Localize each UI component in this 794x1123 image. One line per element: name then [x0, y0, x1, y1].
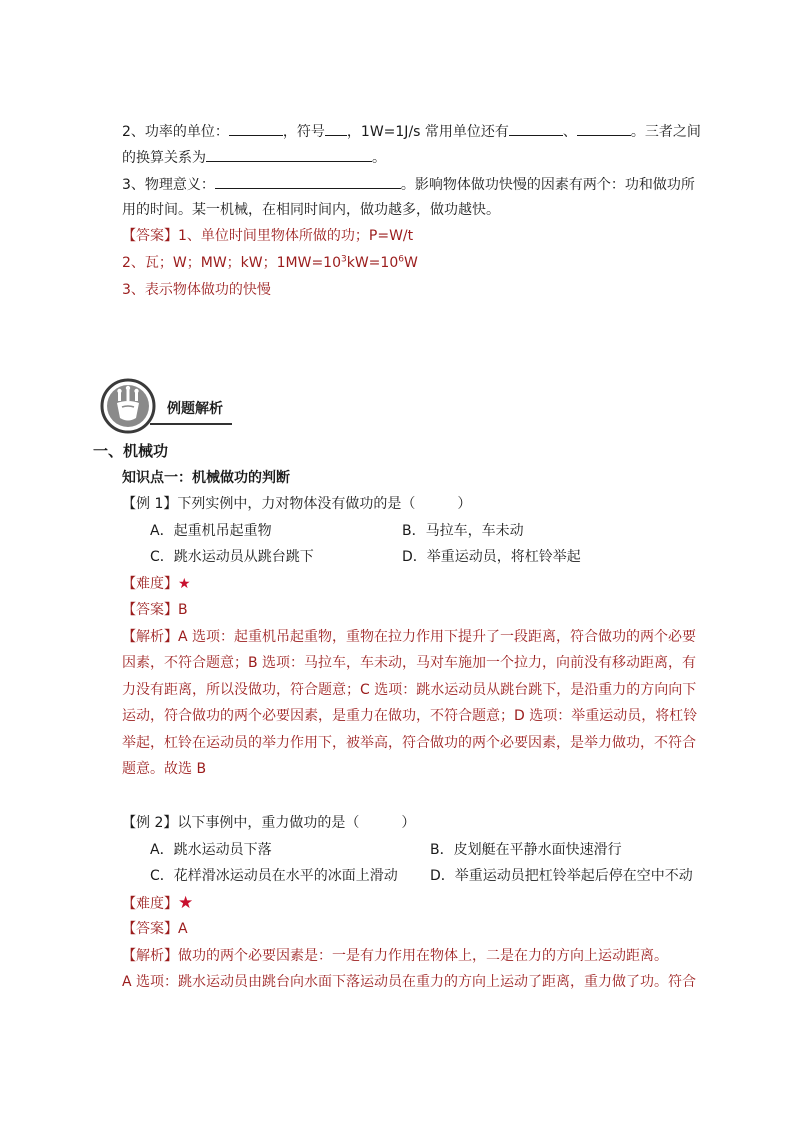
example-2-option-a: A．跳水运动员下落	[150, 842, 272, 858]
superscript: 6	[398, 254, 404, 265]
question-3-line-1	[122, 174, 695, 195]
q2-text: 2、功率的单位：	[122, 124, 229, 140]
blank-field	[577, 121, 631, 136]
superscript: 3	[341, 254, 347, 265]
example-1-option-b: B．马拉车，车未动	[402, 523, 524, 539]
difficulty-label: 【难度】	[122, 576, 178, 592]
q2-text: ，1W=1J/s 常用单位还有	[346, 124, 509, 140]
star-icon: ★	[178, 893, 194, 913]
section-divider	[150, 423, 232, 425]
knowledge-point-title: 知识点一：机械做功的判断	[122, 470, 290, 486]
blank-field	[206, 147, 372, 162]
example-2-answer: 【答案】A	[122, 921, 188, 937]
example-1-option-c: C．跳水运动员从跳台跳下	[150, 549, 314, 565]
answer-text: kW=10	[346, 255, 399, 271]
blank-field	[509, 121, 563, 136]
example-2-stem: 【例 2】以下事例中，重力做功的是（ ）	[122, 815, 416, 831]
example-2-explanation-line: A 选项：跳水运动员由跳台向水面下落运动员在重力的方向上运动了距离，重力做了功。符合	[122, 974, 697, 990]
example-1-stem: 【例 1】下列实例中，力对物体没有做功的是（ ）	[122, 496, 472, 512]
answer-line-1: 【答案】1、单位时间里物体所做的功；P=W/t	[122, 228, 414, 244]
example-1-explanation-line: 运动，符合做功的两个必要因素，是重力在做功，不符合题意；D 选项：举重运动员，将杠铃	[122, 708, 698, 724]
q2-text: 的换算关系为	[122, 150, 206, 166]
heading-mechanical-work: 一、机械功	[93, 442, 169, 460]
answer-text: 2、瓦；W；MW；kW；1MW=10	[122, 255, 341, 271]
lighthouse-badge-icon	[100, 378, 156, 438]
blank-field	[215, 174, 401, 189]
question-2-line-2	[122, 147, 386, 168]
example-1-option-a: A．起重机吊起重物	[150, 523, 272, 539]
section-title: 例题解析	[167, 401, 223, 417]
question-3-line-2: 用的时间。某一机械，在相同时间内，做功越多，做功越快。	[122, 202, 500, 218]
example-1-explanation-line: 因素，不符合题意；B 选项：马拉车，车未动，马对车施加一个拉力，向前没有移动距离，有	[122, 655, 697, 671]
example-1-explanation-line: 【解析】A 选项：起重机吊起重物，重物在拉力作用下提升了一段距离，符合做功的两个必要	[122, 629, 697, 645]
answer-line-3: 3、表示物体做功的快慢	[122, 282, 271, 298]
blank-field	[229, 121, 283, 136]
star-icon: ★	[178, 576, 191, 592]
q2-text: 。	[372, 150, 386, 166]
example-1-explanation-line: 举起，杠铃在运动员的举力作用下，被举高，符合做功的两个必要因素，是举力做功，不符合	[122, 735, 696, 751]
q3-text: 3、物理意义：	[122, 177, 215, 193]
example-1-answer: 【答案】B	[122, 602, 188, 618]
q2-text: 。三者之间	[630, 124, 701, 140]
example-1-option-d: D．举重运动员，将杠铃举起	[402, 549, 581, 565]
example-2-option-c: C．花样滑冰运动员在水平的冰面上滑动	[150, 868, 398, 884]
example-1-explanation-line: 力没有距离，所以没做功，符合题意；C 选项：跳水运动员从跳台跳下，是沿重力的方向向下	[122, 682, 697, 698]
example-2-difficulty	[122, 893, 193, 914]
example-2-option-d: D．举重运动员把杠铃举起后停在空中不动	[430, 868, 693, 884]
difficulty-label: 【难度】	[122, 896, 178, 912]
example-2-explanation-line: 【解析】做功的两个必要因素是：一是有力作用在物体上，二是在力的方向上运动距离。	[122, 948, 668, 964]
blank-field	[325, 121, 347, 136]
example-1-explanation-line: 题意。故选 B	[122, 761, 207, 777]
question-2-line-1	[122, 121, 701, 142]
q2-text: 、	[562, 124, 577, 140]
answer-line-2	[122, 253, 418, 273]
example-1-difficulty	[122, 574, 191, 594]
q3-text: 。影响物体做功快慢的因素有两个：功和做功所	[400, 177, 695, 193]
example-2-option-b: B．皮划艇在平静水面快速滑行	[430, 842, 622, 858]
q2-text: ，符号	[282, 124, 325, 140]
answer-text: W	[403, 255, 418, 271]
